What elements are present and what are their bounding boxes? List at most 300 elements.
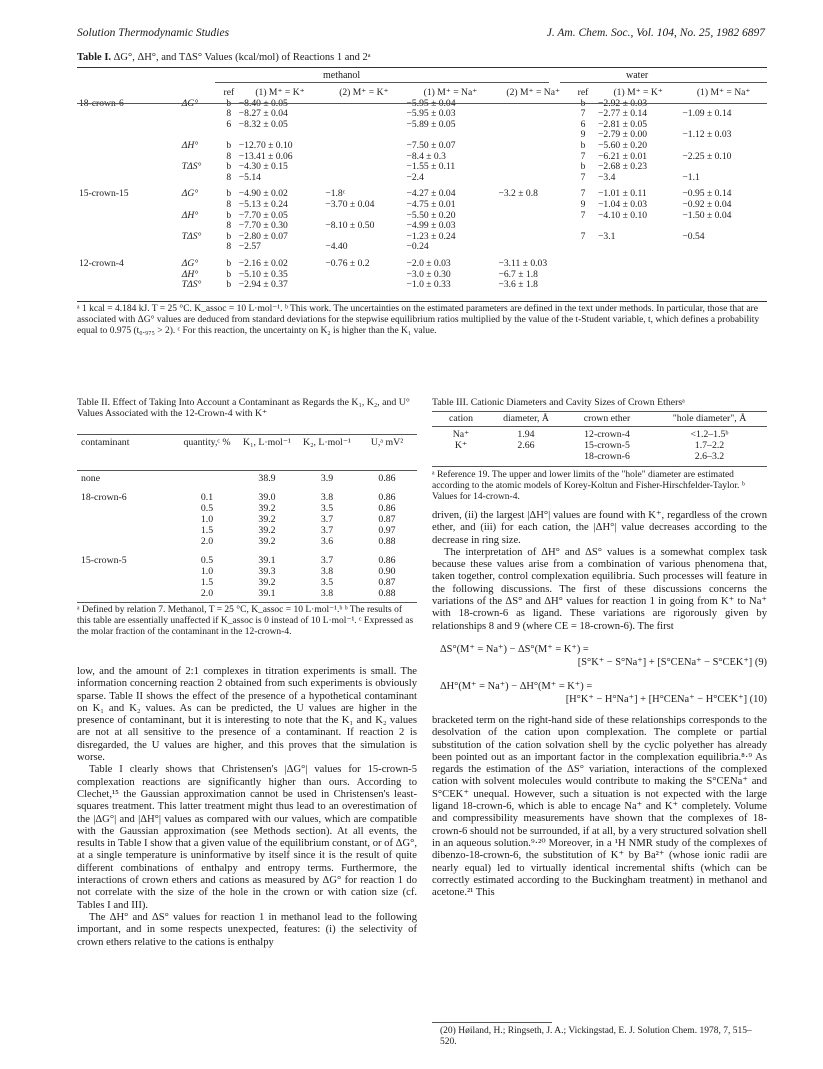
table1-cell: −1.55 ± 0.11 <box>406 161 456 173</box>
table1-cell: 7 <box>580 209 586 221</box>
table1-cell: −5.10 ± 0.35 <box>238 268 288 280</box>
table2-cell: none <box>81 473 101 484</box>
right-column-continued <box>432 715 767 899</box>
table1-cell: b <box>580 139 586 151</box>
table1-cell: 9 <box>580 129 586 141</box>
table2-cell: 3.7 <box>320 555 334 566</box>
table1-header-rule <box>77 103 767 104</box>
table-row <box>77 577 417 588</box>
table2-cell: 39.2 <box>258 577 276 588</box>
table1-cell: ΔH° <box>181 209 199 221</box>
table-row <box>77 473 417 488</box>
table1-cell <box>77 242 180 256</box>
table2-col-header: contaminant <box>81 437 130 448</box>
table3-col-header: crown ether <box>583 413 631 424</box>
reference-rule <box>432 1022 552 1023</box>
table1-col-header: (2) M⁺ = K⁺ <box>339 87 389 98</box>
table1-cell <box>496 211 570 222</box>
table1-cell <box>680 270 767 281</box>
table1-water-rule <box>560 82 767 83</box>
table1-cell: −1.50 ± 0.04 <box>682 209 732 221</box>
table1-cell <box>570 242 596 256</box>
table1-cell: 7 <box>580 150 586 162</box>
table2-cell <box>77 503 177 514</box>
table1-cell: −1.09 ± 0.14 <box>682 108 732 120</box>
table2-cell: 0.86 <box>378 492 396 503</box>
table3-cell: Na⁺ <box>452 429 470 440</box>
table2-cell: 0.88 <box>378 588 396 599</box>
table1-cell: −2.80 ± 0.07 <box>238 230 288 242</box>
table1-cell: 12-crown-4 <box>79 257 124 269</box>
table1-cell <box>77 109 180 120</box>
table1-col-header: ref <box>577 87 589 98</box>
table1-top-rule <box>77 67 767 68</box>
table-row <box>77 551 417 566</box>
table-row <box>77 120 767 131</box>
table1-cell: −4.90 ± 0.02 <box>238 188 288 200</box>
table1-cell: −2.16 ± 0.02 <box>238 257 288 269</box>
table1-cell <box>77 211 180 222</box>
table1-cell <box>180 173 221 187</box>
equation-9-line-1: ΔS°(M⁺ = Na⁺) − ΔS°(M⁺ = K⁺) = <box>440 644 589 655</box>
table2-col-header: K₁, L·mol⁻¹ <box>243 437 291 448</box>
table1-cell: TΔS° <box>181 161 202 173</box>
table1-cell: −6.21 ± 0.01 <box>597 150 648 162</box>
table1-cell: −7.70 ± 0.05 <box>238 209 288 221</box>
right-paragraph-1: driven, (ii) the largest |ΔH°| values are found with K⁺, regardless of the crown ether, and (iii) for each cation, the |ΔH°| value decreases according to the decrease in ring size. <box>432 510 767 546</box>
table1-cell: −1.0 ± 0.33 <box>406 279 451 291</box>
table1-cell: −4.99 ± 0.03 <box>406 220 456 232</box>
table2-bottom-rule <box>77 602 417 603</box>
table1-cell: b <box>226 268 232 280</box>
table1-cell: 7 <box>580 108 586 120</box>
table1-cell <box>570 270 596 281</box>
table2-cell <box>77 525 177 536</box>
table3-body <box>432 429 767 462</box>
left-column <box>77 666 417 949</box>
table1-cell <box>323 173 404 187</box>
table1-cell: −5.95 ± 0.03 <box>406 108 456 120</box>
table2-cell: 1.5 <box>200 525 214 536</box>
table1-cell: −2.81 ± 0.05 <box>597 118 648 130</box>
table1-cell <box>323 280 404 291</box>
table1-cell: −5.14 <box>238 171 261 183</box>
table1-cell: 15-crown-15 <box>79 188 129 200</box>
table3-col-header: diameter, Å <box>503 413 549 424</box>
table1-cell: −5.60 ± 0.20 <box>597 139 648 151</box>
table2-cell: 3.6 <box>320 536 334 547</box>
table1-cell <box>323 120 404 131</box>
table1-cell <box>77 221 180 232</box>
table1-cell: b <box>226 230 232 242</box>
table1-cell: ΔG° <box>181 257 199 269</box>
table1-cell: −5.13 ± 0.24 <box>238 198 288 210</box>
table2-cell: 3.9 <box>320 473 334 484</box>
table1-cell: 8 <box>226 171 232 183</box>
table3-cell: 15-crown-5 <box>584 440 630 451</box>
right-column <box>432 510 767 633</box>
equation-10-line-2: [H°K⁺ − H°Na⁺] + [H°CENa⁺ − H°CEK⁺] (10) <box>565 694 767 705</box>
equation-10 <box>440 680 767 706</box>
table2-cell: 39.1 <box>258 555 276 566</box>
table1-cell: −7.70 ± 0.30 <box>238 220 288 232</box>
table1-cell: 8 <box>226 108 232 120</box>
table-row <box>77 514 417 525</box>
table1-cell: −8.27 ± 0.04 <box>238 108 288 120</box>
table1-cell: −8.32 ± 0.05 <box>238 118 288 130</box>
table1-col-header: (1) M⁺ = K⁺ <box>255 87 305 98</box>
table1-cell: 6 <box>580 118 586 130</box>
table1-col-header: (1) M⁺ = Na⁺ <box>423 87 478 98</box>
table1-cell <box>180 242 221 256</box>
table1-col-header: (1) M⁺ = Na⁺ <box>696 87 751 98</box>
table1-cell: −4.27 ± 0.04 <box>406 188 456 200</box>
table1-cell: −2.4 <box>406 171 424 183</box>
table2-cell: 0.86 <box>378 555 396 566</box>
table1-cell <box>77 120 180 131</box>
table1-cell <box>596 242 680 256</box>
table2-cell <box>177 473 237 488</box>
table2-header-rule <box>77 470 417 471</box>
table1-cell: −2.92 ± 0.03 <box>597 97 648 109</box>
table2-cell: 1.0 <box>200 514 214 525</box>
table1-cell <box>77 200 180 211</box>
table2-cell: 0.97 <box>378 525 396 536</box>
table1-cell: −13.41 ± 0.06 <box>238 150 293 162</box>
table3-bottom-rule <box>432 466 767 467</box>
table2-cell: 0.88 <box>378 536 396 547</box>
table1-cell: −3.70 ± 0.04 <box>325 198 375 210</box>
table1-cell <box>496 120 570 131</box>
table1-cell: b <box>226 97 232 109</box>
table-row <box>77 242 767 256</box>
table1-cell <box>77 141 180 152</box>
table-row <box>77 503 417 514</box>
table2-cell: 0.1 <box>200 492 214 503</box>
left-paragraph-3: The ΔH° and ΔS° values for reaction 1 in methanol lead to the following important, and in some respects unexpected, features: (i) the selectivity of crown ethers relative to the cations is enthalpy <box>77 911 417 948</box>
table1-cell: 7 <box>580 171 586 183</box>
table1-col-header: (2) M⁺ = Na⁺ <box>506 87 561 98</box>
table1-cell: ΔH° <box>181 139 199 151</box>
table-row <box>77 200 767 211</box>
table-row <box>77 141 767 152</box>
table1-cell: −1.23 ± 0.24 <box>406 230 456 242</box>
table1-cell <box>680 141 767 152</box>
table1-cell: 7 <box>580 188 586 200</box>
table3-header-row <box>432 413 767 424</box>
table1 <box>77 88 767 291</box>
table1-cell: ΔH° <box>181 268 199 280</box>
table-row <box>432 440 767 451</box>
table2-cell: 3.5 <box>320 503 334 514</box>
table3-cell: 1.7–2.2 <box>694 440 725 451</box>
table2-cell: 39.2 <box>258 503 276 514</box>
table2-cell: 0.87 <box>378 577 396 588</box>
table1-cell <box>180 109 221 120</box>
table1-cell: −0.24 <box>406 241 429 253</box>
table1-cell <box>496 152 570 163</box>
table1-cell <box>496 221 570 232</box>
table1-cell: −3.0 ± 0.30 <box>406 268 451 280</box>
table1-cell: −2.68 ± 0.23 <box>597 161 648 173</box>
table2-cell: 0.5 <box>200 503 214 514</box>
table2-cell: 39.2 <box>258 514 276 525</box>
table3-col-header: "hole diameter", Å <box>672 413 747 424</box>
table1-label: Table I. <box>77 52 112 63</box>
table1-cell: −2.57 <box>238 241 261 253</box>
table2-cell: 39.2 <box>258 525 276 536</box>
table1-cell <box>77 162 180 173</box>
table2-cell: 0.87 <box>378 514 396 525</box>
table1-cell: −2.0 ± 0.03 <box>406 257 451 269</box>
table-row <box>77 186 767 200</box>
table3 <box>432 413 767 424</box>
table1-cell: 6 <box>226 118 232 130</box>
table-row <box>77 173 767 187</box>
table1-cell <box>323 270 404 281</box>
table2-cell: 39.3 <box>258 566 276 577</box>
table1-cell: −3.4 <box>597 171 616 183</box>
table1-cell: −0.95 ± 0.14 <box>682 188 732 200</box>
table1-group-water: water <box>626 70 649 81</box>
table1-cell: −1.12 ± 0.03 <box>682 129 732 141</box>
table1-cell <box>496 141 570 152</box>
table1-cell: −2.25 ± 0.10 <box>682 150 732 162</box>
table3-cell: K⁺ <box>454 440 468 451</box>
table2-col-header: U,ᵃ mV² <box>370 437 404 448</box>
table1-cell <box>596 280 680 291</box>
table1-cell: b <box>580 161 586 173</box>
table1-cell: −2.94 ± 0.37 <box>238 279 288 291</box>
table2-cell: 3.5 <box>320 577 334 588</box>
table1-cell <box>496 242 570 256</box>
table1-cell: −6.7 ± 1.8 <box>498 268 538 280</box>
table1-cell <box>570 280 596 291</box>
table1-cell: ΔG° <box>181 188 199 200</box>
table1-cell: 8 <box>226 220 232 232</box>
table2-cell: 3.8 <box>320 588 334 599</box>
table2 <box>77 437 417 448</box>
table1-cell: −3.1 <box>597 230 616 242</box>
table2-cell: 39.0 <box>258 492 276 503</box>
table2-cell: 39.2 <box>258 536 276 547</box>
table3-header-rule <box>432 426 767 427</box>
table1-cell <box>323 162 404 173</box>
table-row <box>77 536 417 551</box>
table-row <box>77 256 767 270</box>
table1-cell: −3.11 ± 0.03 <box>498 257 548 269</box>
table-row <box>77 488 417 503</box>
running-header-right: J. Am. Chem. Soc., Vol. 104, No. 25, 1982 6897 <box>546 27 765 39</box>
right-paragraph-3: bracketed term on the right-hand side of these relationships corresponds to the desolvation of the cation upon complexation. The complete or partial substitution of the cation solvation shell by the cyclic polyether has already been pointed out as an important factor in the complexation equilibria.⁸·⁹ As regards the estimation of the ΔS° variation, interactions of the complexed cation with solvent molecules would contribute to making the S°CENa⁺ and S°CEK⁺ unequal. However, such a situation is not expected with the large ligand 18-crown-6, which is able to encage Na⁺ and K⁺ completely. Volume and compressibility measurements have shown that the complexes of 18-crown-6 should not be surrounded, if at all, by a very structured solvation shell in an aqueous solution.⁹·²⁰ Moreover, in a ¹H NMR study of the complexes of dibenzo-18-crown-6, the substitution of K⁺ by Ba²⁺ (whose ionic radii are nearly equal) led to virtually identical incremental shifts (which can be correctly estimated according to the Buckingham treatment) in methanol and acetone.²¹ This <box>432 715 767 899</box>
table1-cell: b <box>580 97 586 109</box>
table2-col-header: K₂, L·mol⁻¹ <box>303 437 351 448</box>
table3-cell: 2.6–3.2 <box>694 451 725 462</box>
table-row <box>77 588 417 599</box>
table1-cell: b <box>226 188 232 200</box>
table-row <box>432 451 767 462</box>
table1-cell: −0.54 <box>682 230 705 242</box>
table1-cell: −1.8ᶜ <box>325 188 346 200</box>
table1-cell: −2.77 ± 0.14 <box>597 108 648 120</box>
table1-cell: 8 <box>226 150 232 162</box>
table2-cell: 39.1 <box>258 588 276 599</box>
table2-cell: 18-crown-6 <box>81 492 127 503</box>
table2-cell: 3.8 <box>320 492 334 503</box>
table3-cell: 2.66 <box>517 440 535 451</box>
table1-cell: ΔG° <box>181 97 199 109</box>
left-paragraph-1: low, and the amount of 2:1 complexes in titration experiments is small. The information concerning reaction 2 obtained from such experiments is obviously sparse. Table II shows the effect of the presence of a hypothetical contaminant on K₁ and K₂ values. As can be predicted, the U values are higher in the presence of contaminant, but it is interesting to note that the K₁ and K₂ values are not at all sensitive to the presence of a contaminant. If reaction 2 is disregarded, the U values are higher, and this proves that the simulation is worse. <box>77 666 417 764</box>
table3-footnote: ᵃ Reference 19. The upper and lower limits of the "hole" diameter are estimated according to the atomic models of Korey-Koltun and Fisher-Hirschfelder-Taylor. ᵇ Values for 14-crown-4. <box>432 470 745 502</box>
table2-caption: Table II. Effect of Taking Into Account a Contaminant as Regards the K₁, K₂, and U° Values Associated with the 12-Crown-4 with K⁺ <box>77 397 410 419</box>
equation-10-line-1: ΔH°(M⁺ = Na⁺) − ΔH°(M⁺ = K⁺) = <box>440 681 593 692</box>
table1-cell: −7.50 ± 0.07 <box>406 139 456 151</box>
table1-cell: −2.79 ± 0.00 <box>597 129 648 141</box>
table1-cell: −8.10 ± 0.50 <box>325 220 375 232</box>
right-paragraph-2: The interpretation of ΔH° and ΔS° values is a somewhat complex task because these values arise from a combination of various phenomena that, taken together, control complexation equilibria. Such processes will feature in the following discussions. The first of these discussions concerns the variations of the ΔS° and ΔH° values for reaction 1 in going from K⁺ to Na⁺ with 18-crown-6 as ligand. These variations are rigorously given by relationships 8 and 9 (where CE = 18-crown-6). The first <box>432 546 767 632</box>
table1-cell <box>77 232 180 243</box>
table1-cell <box>496 232 570 243</box>
table1-cell <box>496 130 570 141</box>
table3-col-header: cation <box>449 413 473 424</box>
table1-cell <box>180 120 221 131</box>
table1-cell: −1.01 ± 0.11 <box>597 188 647 200</box>
table1-cell: −4.30 ± 0.15 <box>238 161 288 173</box>
table-row <box>77 566 417 577</box>
table-row <box>432 429 767 440</box>
table1-cell: 8 <box>226 198 232 210</box>
table2-cell: 3.8 <box>320 566 334 577</box>
table1-cell: 7 <box>580 230 586 242</box>
table1-cell: 8 <box>226 241 232 253</box>
table1-cell: −4.10 ± 0.10 <box>597 209 648 221</box>
table1-cell <box>323 141 404 152</box>
table-row <box>77 525 417 536</box>
table1-caption <box>77 52 371 63</box>
table2-cell: 3.7 <box>320 525 334 536</box>
table2-cell <box>77 566 177 577</box>
table1-cell: −5.95 ± 0.04 <box>406 97 456 109</box>
table1-cell: TΔS° <box>181 279 202 291</box>
table3-cell: 12-crown-4 <box>584 429 630 440</box>
table3-cell: <1.2–1.5ᵇ <box>690 429 729 440</box>
equation-9 <box>440 643 767 669</box>
table1-cell: b <box>226 279 232 291</box>
table2-col-header: quantity,ᶜ % <box>183 437 231 448</box>
table2-header-row <box>77 437 417 448</box>
table1-cell <box>77 270 180 281</box>
equation-9-line-2: [S°K⁺ − S°Na⁺] + [S°CENa⁺ − S°CEK⁺] (9) <box>577 657 767 668</box>
table3-cell <box>490 451 562 462</box>
table1-cell: TΔS° <box>181 230 202 242</box>
table1-cell <box>496 162 570 173</box>
table1-cell: −4.75 ± 0.01 <box>406 198 456 210</box>
table1-cell: b <box>226 257 232 269</box>
table2-cell: 15-crown-5 <box>81 555 127 566</box>
table-row <box>77 280 767 291</box>
table2-cell <box>77 536 177 551</box>
table1-cell: −0.92 ± 0.04 <box>682 198 732 210</box>
table1-cell: −3.2 ± 0.8 <box>498 188 538 200</box>
table1-cell: −8.40 ± 0.05 <box>238 97 288 109</box>
table2-cell: 2.0 <box>200 588 214 599</box>
table1-bottom-rule <box>77 301 767 302</box>
table2-cell: 38.9 <box>258 473 276 484</box>
table1-cell <box>596 270 680 281</box>
running-header-left: Solution Thermodynamic Studies <box>77 27 230 39</box>
table2-cell <box>77 588 177 599</box>
table1-methanol-rule <box>215 82 549 83</box>
table1-cell: −5.89 ± 0.05 <box>406 118 456 130</box>
table2-cell <box>77 577 177 588</box>
table1-header-row <box>77 88 767 99</box>
table2-cell: 1.5 <box>200 577 214 588</box>
table2-cell: 0.86 <box>378 473 396 484</box>
table1-cell: 18-crown-6 <box>79 97 124 109</box>
table2-cell: 0.5 <box>200 555 214 566</box>
table1-cell: −3.6 ± 1.8 <box>498 279 538 291</box>
table1-caption-text: ΔG°, ΔH°, and TΔS° Values (kcal/mol) of Reactions 1 and 2ᵃ <box>113 52 371 63</box>
table3-cell: 18-crown-6 <box>584 451 630 462</box>
table2-cell: 0.90 <box>378 566 396 577</box>
table1-cell: b <box>226 139 232 151</box>
table1-footnote: ᵃ 1 kcal = 4.184 kJ. T = 25 °C. K_assoc = 10 L·mol⁻¹. ᵇ This work. The uncertainties on the estimated parameters are defined in the text under methods. In particular, those that are associated with ΔG° values are deduced from standard deviations for the stepwise equilibrium ratios multiplied by the value of the t-Student variable, t, which defines a probability equal to 0.975 (t₀.₉₇₅ > 2). ᶜ For this reaction, the uncertainty on K₂ is higher than the K₁ value. <box>77 304 760 336</box>
table1-cell: b <box>226 209 232 221</box>
table2-cell: 3.7 <box>320 514 334 525</box>
reference-20: (20) Høiland, H.; Ringseth, J. A.; Vickingstad, E. J. Solution Chem. 1978, 7, 515–520. <box>440 1026 752 1047</box>
table1-cell: −0.76 ± 0.2 <box>325 257 370 269</box>
table1-cell: −5.50 ± 0.20 <box>406 209 456 221</box>
table1-cell: 9 <box>580 198 586 210</box>
table1-cell <box>77 130 180 141</box>
table3-cell: 1.94 <box>517 429 535 440</box>
table1-cell: −1.04 ± 0.03 <box>597 198 648 210</box>
table2-footnote: ᵃ Defined by relation 7. Methanol, T = 25 °C, K_assoc = 10 L·mol⁻¹.ᵇ ᵇ The results of this table are essentially unaffected if K_assoc is 0 instead of 10 L·mol⁻¹. ᶜ Expressed as the molar fraction of the contaminant in the 12-crown-4. <box>77 605 414 637</box>
table1-cell: −8.4 ± 0.3 <box>406 150 446 162</box>
table2-cell: 0.86 <box>378 503 396 514</box>
table2-body <box>77 473 417 599</box>
table1-cell <box>680 256 767 270</box>
table1-col-header: ref <box>223 87 235 98</box>
table2-cell <box>77 514 177 525</box>
table1-cell: b <box>226 161 232 173</box>
table1-cell: −4.40 <box>325 241 348 253</box>
table1-cell <box>77 152 180 163</box>
table1-group-methanol: methanol <box>323 70 361 81</box>
table1-cell <box>180 200 221 211</box>
table2-cell: 1.0 <box>200 566 214 577</box>
table1-cell <box>680 242 767 256</box>
table1-cell <box>323 109 404 120</box>
table1-cell <box>77 173 180 187</box>
table3-caption: Table III. Cationic Diameters and Cavity Sizes of Crown Ethersᵃ <box>432 397 685 408</box>
table2-top-rule <box>77 434 417 435</box>
table1-cell <box>596 256 680 270</box>
table1-cell: −12.70 ± 0.10 <box>238 139 293 151</box>
table3-top-rule <box>432 411 767 412</box>
table1-cell <box>77 280 180 291</box>
left-paragraph-2: Table I clearly shows that Christensen's |ΔG°| values for 15-crown-5 complexation reactions are significantly higher than ours. According to Clechet,¹⁵ the Gaussian approximation cannot be used in Christensen's least-squares treatment. This latter treatment might thus lead to an overestimation of the |ΔG°| and |ΔH°| values as compared with our values, which are compatible with the Gaussian approximation (see Methods section). At all events, the results in Table I show that a given value of the equilibrium constant, or of ΔG°, at a single temperature is uninformative by itself since it is the result of quite different combinations of enthalpy and entropy terms. Furthermore, the interactions of crown ethers and cations as measured by ΔG° for reaction 1 do not correlate with the size of the hole in the crown or with cation size (cf. Tables I and III). <box>77 764 417 911</box>
table1-cell <box>570 256 596 270</box>
table1-cell <box>496 109 570 120</box>
table1-col-header: (1) M⁺ = K⁺ <box>613 87 663 98</box>
table1-cell <box>496 200 570 211</box>
table1-cell: −1.1 <box>682 171 700 183</box>
table2-cell: 2.0 <box>200 536 214 547</box>
table3-cell <box>432 451 490 462</box>
table1-cell <box>323 130 404 141</box>
table1-cell <box>496 173 570 187</box>
